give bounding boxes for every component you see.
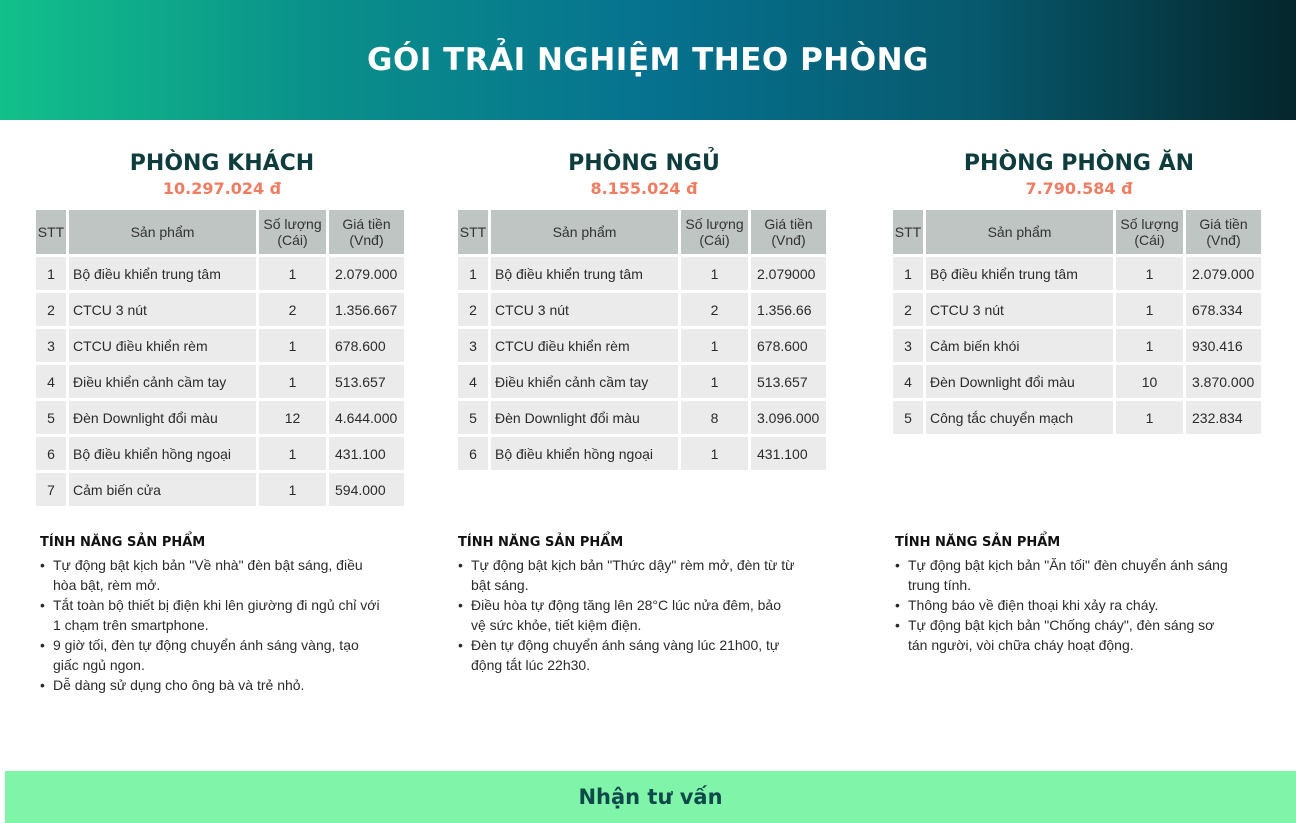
- cell-price: 3.870.000: [1186, 365, 1261, 398]
- cell-qty: 1: [259, 473, 326, 506]
- cell-stt: 6: [36, 437, 66, 470]
- cell-stt: 4: [36, 365, 66, 398]
- cell-product: Đèn Downlight đổi màu: [491, 401, 678, 434]
- product-table: [455, 207, 829, 473]
- features-dining: [895, 533, 1235, 655]
- feature-item: • Tắt toàn bộ thiết bị điện khi lên giường đi ngủ chỉ với 1 chạm trên smartphone.: [40, 595, 380, 635]
- cell-qty: 1: [1116, 329, 1183, 362]
- table-row: [36, 437, 404, 470]
- cell-price: 594.000: [329, 473, 404, 506]
- cell-product: Bộ điều khiển trung tâm: [491, 257, 678, 290]
- cell-stt: 6: [458, 437, 488, 470]
- cell-price: 232.834: [1186, 401, 1261, 434]
- table-row: [893, 365, 1261, 398]
- header-qty: Số lượng (Cái): [681, 210, 748, 254]
- room-column-bedroom: [458, 150, 830, 473]
- cell-price: 4.644.000: [329, 401, 404, 434]
- header-qty: Số lượng (Cái): [259, 210, 326, 254]
- cell-product: Bộ điều khiển trung tâm: [926, 257, 1113, 290]
- room-column-living: [36, 150, 408, 509]
- cell-product: CTCU 3 nút: [926, 293, 1113, 326]
- cell-price: 3.096.000: [751, 401, 826, 434]
- cell-qty: 1: [681, 437, 748, 470]
- product-table: [33, 207, 407, 509]
- header-stt: STT: [458, 210, 488, 254]
- table-row: [458, 401, 826, 434]
- cell-price: 1.356.667: [329, 293, 404, 326]
- cell-qty: 10: [1116, 365, 1183, 398]
- cell-price: 1.356.66: [751, 293, 826, 326]
- cell-price: 2.079.000: [329, 257, 404, 290]
- cell-stt: 3: [36, 329, 66, 362]
- feature-item: • Tự động bật kịch bản "Thức dậy" rèm mở, đèn từ từ bật sáng.: [458, 555, 798, 595]
- room-name: PHÒNG NGỦ: [568, 151, 720, 176]
- features-bedroom: [458, 533, 798, 675]
- table-row: [36, 329, 404, 362]
- cell-qty: 1: [681, 329, 748, 362]
- cell-stt: 5: [36, 401, 66, 434]
- cell-stt: 5: [893, 401, 923, 434]
- cell-qty: 1: [1116, 293, 1183, 326]
- cell-stt: 3: [458, 329, 488, 362]
- feature-item: • Điều hòa tự động tăng lên 28°C lúc nửa đêm, bảo vệ sức khỏe, tiết kiệm điện.: [458, 595, 798, 635]
- header-price: Giá tiền (Vnđ): [329, 210, 404, 254]
- header-price: Giá tiền (Vnđ): [1186, 210, 1261, 254]
- cell-qty: 1: [259, 257, 326, 290]
- room-name: PHÒNG PHÒNG ĂN: [963, 151, 1195, 176]
- table-row: [893, 257, 1261, 290]
- cell-stt: 7: [36, 473, 66, 506]
- cell-price: 513.657: [751, 365, 826, 398]
- table-row: [458, 329, 826, 362]
- feature-item: • Đèn tự động chuyển ánh sáng vàng lúc 21h00, tự động tắt lúc 22h30.: [458, 635, 798, 675]
- cell-stt: 3: [893, 329, 923, 362]
- cell-price: 431.100: [329, 437, 404, 470]
- table-row: [893, 293, 1261, 326]
- header-price: Giá tiền (Vnđ): [751, 210, 826, 254]
- cell-product: CTCU điều khiển rèm: [69, 329, 256, 362]
- page-title: GÓI TRẢI NGHIỆM THEO PHÒNG: [367, 42, 929, 78]
- cell-stt: 1: [36, 257, 66, 290]
- feature-item: • Tự động bật kịch bản "Chống cháy", đèn sáng sơ tán người, vòi chữa cháy hoạt động.: [895, 615, 1235, 655]
- cell-qty: 1: [259, 329, 326, 362]
- room-column-dining: [893, 150, 1265, 437]
- features-title: TÍNH NĂNG SẢN PHẨM: [40, 535, 206, 550]
- cell-stt: 2: [893, 293, 923, 326]
- cell-price: 431.100: [751, 437, 826, 470]
- cell-qty: 1: [1116, 257, 1183, 290]
- table-row: [458, 365, 826, 398]
- header-product: Sản phẩm: [926, 210, 1113, 254]
- features-list: [458, 555, 798, 675]
- cell-qty: 2: [681, 293, 748, 326]
- features-title: TÍNH NĂNG SẢN PHẨM: [458, 535, 624, 550]
- cell-price: 2.079.000: [1186, 257, 1261, 290]
- cell-price: 678.600: [329, 329, 404, 362]
- cell-product: Đèn Downlight đổi màu: [926, 365, 1113, 398]
- cell-price: 513.657: [329, 365, 404, 398]
- cell-stt: 5: [458, 401, 488, 434]
- cell-stt: 1: [458, 257, 488, 290]
- cell-stt: 2: [36, 293, 66, 326]
- cell-price: 678.600: [751, 329, 826, 362]
- product-table: [890, 207, 1264, 437]
- cell-product: CTCU 3 nút: [69, 293, 256, 326]
- cell-product: Bộ điều khiển hồng ngoại: [491, 437, 678, 470]
- table-row: [458, 437, 826, 470]
- features-living: [40, 533, 380, 695]
- table-row: [458, 293, 826, 326]
- cell-product: Cảm biến khói: [926, 329, 1113, 362]
- cell-stt: 4: [458, 365, 488, 398]
- cell-qty: 1: [1116, 401, 1183, 434]
- feature-item: • 9 giờ tối, đèn tự động chuyển ánh sáng vàng, tạo giấc ngủ ngon.: [40, 635, 380, 675]
- cell-product: Điều khiển cảnh cầm tay: [69, 365, 256, 398]
- cell-product: Bộ điều khiển trung tâm: [69, 257, 256, 290]
- cell-qty: 8: [681, 401, 748, 434]
- cell-qty: 1: [259, 365, 326, 398]
- cell-product: Công tắc chuyển mạch: [926, 401, 1113, 434]
- features-list: [40, 555, 380, 695]
- cell-qty: 1: [681, 365, 748, 398]
- cell-product: Đèn Downlight đổi màu: [69, 401, 256, 434]
- table-header-row: [893, 210, 1261, 254]
- cell-price: 2.079000: [751, 257, 826, 290]
- cell-product: Điều khiển cảnh cầm tay: [491, 365, 678, 398]
- consult-button[interactable]: [5, 771, 1296, 823]
- header-stt: STT: [36, 210, 66, 254]
- feature-item: • Thông báo về điện thoại khi xảy ra cháy.: [895, 595, 1235, 615]
- cell-qty: 12: [259, 401, 326, 434]
- table-header-row: [36, 210, 404, 254]
- cell-qty: 2: [259, 293, 326, 326]
- table-row: [893, 329, 1261, 362]
- feature-item: • Dễ dàng sử dụng cho ông bà và trẻ nhỏ.: [40, 675, 380, 695]
- cell-stt: 4: [893, 365, 923, 398]
- room-price: 7.790.584 đ: [1025, 179, 1133, 198]
- cell-product: Bộ điều khiển hồng ngoại: [69, 437, 256, 470]
- cell-qty: 1: [681, 257, 748, 290]
- cell-product: CTCU điều khiển rèm: [491, 329, 678, 362]
- header-stt: STT: [893, 210, 923, 254]
- room-price: 10.297.024 đ: [162, 179, 282, 198]
- header-banner: [0, 0, 1296, 120]
- feature-item: • Tự động bật kịch bản "Về nhà" đèn bật sáng, điều hòa bật, rèm mở.: [40, 555, 380, 595]
- cell-stt: 1: [893, 257, 923, 290]
- cell-product: CTCU 3 nút: [491, 293, 678, 326]
- room-name: PHÒNG KHÁCH: [129, 151, 315, 176]
- header-qty: Số lượng (Cái): [1116, 210, 1183, 254]
- cell-price: 930.416: [1186, 329, 1261, 362]
- table-row: [36, 401, 404, 434]
- room-price: 8.155.024 đ: [590, 179, 698, 198]
- cell-product: Cảm biến cửa: [69, 473, 256, 506]
- header-product: Sản phẩm: [491, 210, 678, 254]
- cell-qty: 1: [259, 437, 326, 470]
- cell-stt: 2: [458, 293, 488, 326]
- table-row: [36, 473, 404, 506]
- cell-price: 678.334: [1186, 293, 1261, 326]
- table-header-row: [458, 210, 826, 254]
- table-row: [36, 365, 404, 398]
- table-row: [36, 257, 404, 290]
- table-row: [36, 293, 404, 326]
- features-title: TÍNH NĂNG SẢN PHẨM: [895, 535, 1061, 550]
- feature-item: • Tự động bật kịch bản "Ăn tối" đèn chuyển ánh sáng trung tính.: [895, 555, 1235, 595]
- features-list: [895, 555, 1235, 655]
- table-row: [458, 257, 826, 290]
- table-row: [893, 401, 1261, 434]
- header-product: Sản phẩm: [69, 210, 256, 254]
- consult-button-label: Nhận tư vấn: [578, 785, 723, 809]
